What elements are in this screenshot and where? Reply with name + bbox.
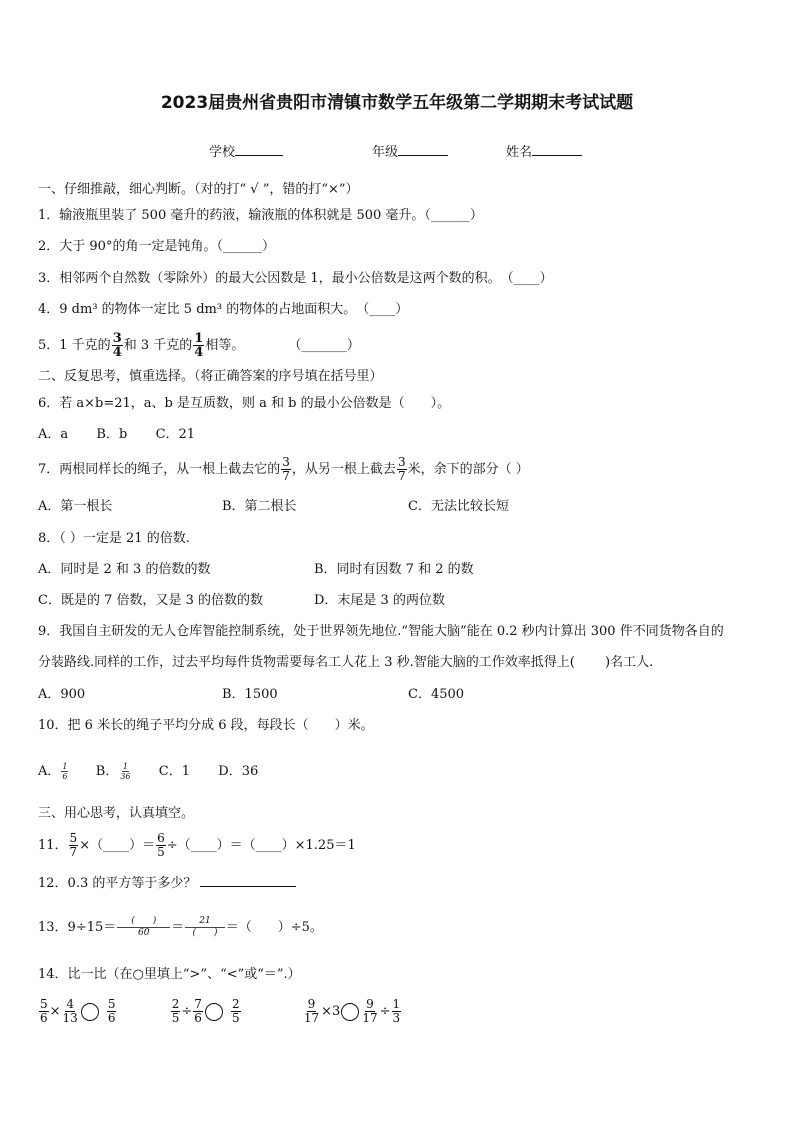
section1-heading: 一、仔细推敲，细心判断。（对的打“ √ ”，错的打“×”） — [38, 182, 359, 197]
question-9-line2: 分装路线.同样的工作，过去平均每件货物需要每名工人花上 3 秒.智能大脑的工作效率抵得上( )名工人. — [38, 655, 654, 670]
q10-option-d[interactable]: D．36 — [218, 764, 259, 779]
q9-option-c[interactable]: C．4500 — [408, 687, 465, 702]
q13-tail[interactable]: ＝（ ）÷5。 — [225, 920, 323, 935]
question-14-items — [38, 994, 402, 1030]
q14-item-a: $\frac{5}{6}$ × $\frac{4}{13}$ $\frac{5}{6}$ — [40, 997, 116, 1025]
q7-fraction-2: $\frac{3}{7}$ — [397, 455, 406, 483]
q13-fraction-2[interactable]: $\frac{21}{( )}$ — [185, 916, 224, 939]
q14b-compare-circle[interactable] — [205, 1003, 223, 1021]
question-14: 14．比一比（在○里填上“>”、“<”或“＝”.） — [38, 967, 301, 982]
q10-option-a[interactable]: A． $\frac{1}{6}$ — [38, 762, 68, 781]
question-4: 4．9 dm³ 的物体一定比 5 dm³ 的物体的占地面积大。 （____） — [38, 302, 409, 317]
q14-item-b: $\frac{2}{5}$ ÷ $\frac{7}{6}$ $\frac{2}{5}$ — [171, 997, 240, 1025]
name-field — [506, 141, 582, 160]
q13-label: 13．9÷15＝ — [38, 920, 117, 935]
grade-field — [372, 141, 448, 160]
question-9-line1: 9．我国自主研发的无人仓库智能控制系统，处于世界领先地位.“智能大脑”能在 0.2 秒内计算出 300 件不同货物各自的 — [38, 624, 724, 639]
name-blank[interactable] — [532, 143, 582, 156]
question-6: 6．若 a×b=21，a、b 是互质数，则 a 和 b 的最小公倍数是（ ）。 — [38, 396, 451, 411]
question-10: 10．把 6 米长的绳子平均分成 6 段，每段长（ ）米。 — [38, 718, 374, 733]
question-2: 2．大于 90°的角一定是钝角。（______） — [38, 239, 275, 254]
q11-text-mid2[interactable]: ÷（____）＝（____）×1.25＝1 — [166, 838, 356, 853]
q13-fraction-1[interactable]: $\frac{( )}{60}$ — [117, 916, 170, 939]
q12-text: 12．0.3 的平方等于多少？ — [38, 876, 197, 891]
page-title: 2023届贵州省贵阳市清镇市数学五年级第二学期期末考试试题 — [160, 93, 634, 113]
q10-fraction-b: $\frac{1}{36}$ — [120, 762, 131, 781]
q5-text-b: 和 3 千克的 — [123, 338, 193, 353]
school-label: 学校 — [209, 145, 236, 160]
q11-label: 11． — [38, 838, 68, 853]
school-blank[interactable] — [235, 143, 283, 156]
q12-answer-blank[interactable] — [200, 874, 296, 887]
q11-text-mid1[interactable]: ×（____）＝ — [79, 838, 156, 853]
q6-option-b[interactable]: B．b — [96, 427, 128, 442]
question-5 — [38, 331, 360, 361]
q9-option-a[interactable]: A．900 — [38, 687, 86, 702]
q8-option-b[interactable]: B．同时有因数 7 和 2 的数 — [314, 562, 474, 577]
q8-option-d[interactable]: D．末尾是 3 的两位数 — [314, 593, 445, 608]
q6-option-a[interactable]: A．a — [38, 427, 69, 442]
q14c-compare-circle[interactable] — [341, 1003, 359, 1021]
question-6-options — [38, 426, 195, 444]
q6-option-c[interactable]: C．21 — [155, 427, 196, 442]
q13-equals: ＝ — [171, 920, 185, 935]
grade-blank[interactable] — [398, 143, 448, 156]
section3-heading: 三、用心思考，认真填空。 — [38, 806, 195, 821]
q7-option-c[interactable]: C．无法比较长短 — [408, 499, 509, 514]
q8-option-a[interactable]: A．同时是 2 和 3 的倍数的数 — [38, 562, 211, 577]
q11-fraction-2: $\frac{6}{5}$ — [157, 831, 165, 859]
section2-heading: 二、反复思考，慎重选择。（将正确答案的序号填在括号里） — [38, 369, 383, 384]
q7-text-c: 米，余下的部分（ ） — [407, 462, 529, 477]
q5-fraction-2: $\frac{1}{4}$ — [194, 331, 204, 360]
q14-item-c: $\frac{9}{17}$ ×3 $\frac{9}{17}$ ÷ $\frac{1}{3}$ — [303, 997, 401, 1025]
q5-text-a: 5．1 千克的 — [38, 338, 111, 353]
q14a-compare-circle[interactable] — [81, 1003, 99, 1021]
question-12 — [38, 874, 296, 893]
q8-option-c[interactable]: C．既是的 7 倍数，又是 3 的倍数的数 — [38, 593, 264, 608]
question-3: 3．相邻两个自然数（零除外）的最大公因数是 1，最小公倍数是这两个数的积。 （____） — [38, 271, 553, 286]
q11-fraction-1: $\frac{5}{7}$ — [69, 831, 78, 859]
question-13 — [38, 913, 323, 943]
question-11 — [38, 830, 356, 862]
q10-option-c[interactable]: C．1 — [158, 764, 191, 779]
school-field — [209, 141, 283, 160]
q10-option-b[interactable]: B． $\frac{1}{36}$ — [95, 762, 131, 781]
q7-fraction-1: $\frac{3}{7}$ — [282, 455, 290, 483]
q10-fraction-a: $\frac{1}{6}$ — [62, 762, 68, 781]
grade-label: 年级 — [372, 145, 399, 160]
q5-fraction-1: $\frac{3}{4}$ — [112, 331, 122, 360]
question-7 — [38, 453, 529, 487]
question-8: 8．（ ）一定是 21 的倍数. — [38, 531, 190, 546]
name-label: 姓名 — [506, 145, 533, 160]
q5-text-c: 相等。 — [205, 338, 245, 353]
q9-option-b[interactable]: B．1500 — [222, 687, 278, 702]
question-1: 1．输液瓶里装了 500 毫升的药液，输液瓶的体积就是 500 毫升。（______） — [38, 208, 483, 223]
q7-text-b: ，从另一根上截去 — [291, 462, 396, 477]
question-10-options — [38, 758, 258, 786]
q7-option-b[interactable]: B．第二根长 — [222, 499, 297, 514]
q5-answer-blank[interactable]: （_______） — [288, 338, 360, 353]
q7-text-a: 7．两根同样长的绳子，从一根上截去它的 — [38, 462, 281, 477]
q7-option-a[interactable]: A．第一根长 — [38, 499, 113, 514]
